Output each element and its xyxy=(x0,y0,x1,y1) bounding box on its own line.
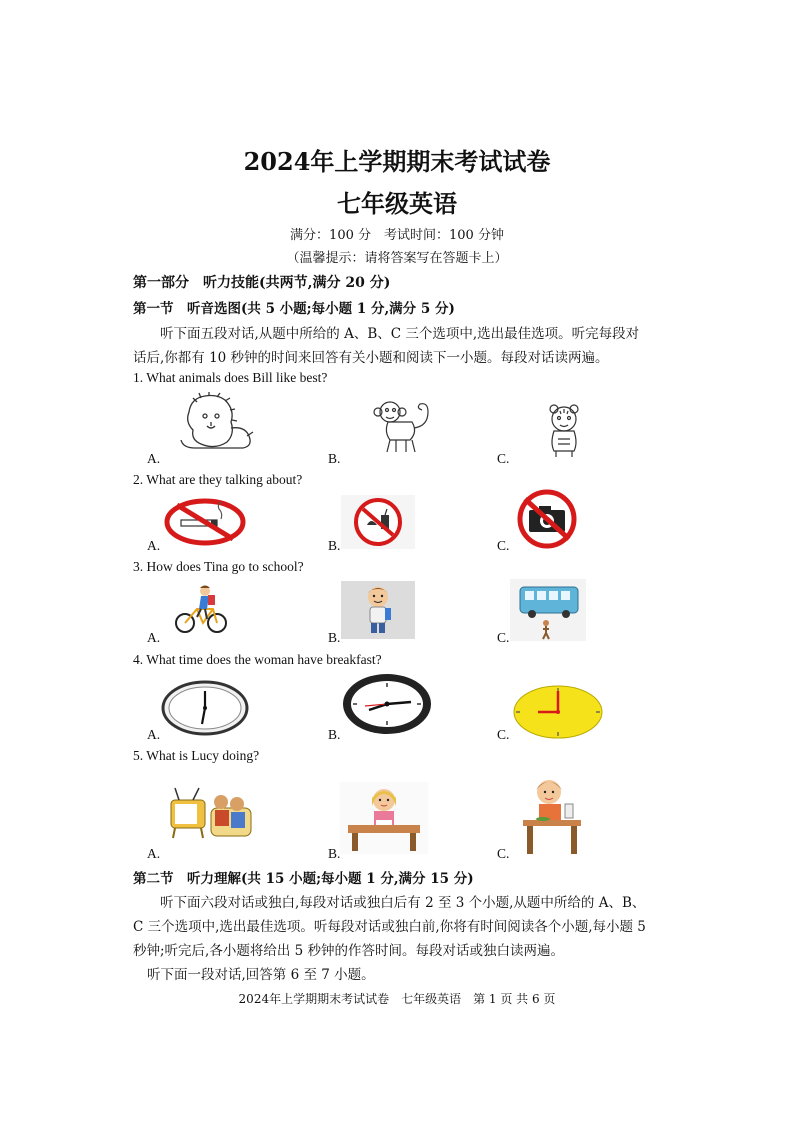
q5-option-b: B. xyxy=(328,846,341,861)
monkey-icon xyxy=(370,398,436,456)
section1-instruction-line1: 听下面五段对话,从题中所给的 A、B、C 三个选项中,选出最佳选项。听完每段对 xyxy=(160,326,640,342)
q3-option-c: C. xyxy=(497,630,510,645)
section2-instruction-line2: C 三个选项中,选出最佳选项。听每段对话或独白前,你将有时间阅读各个小题,每小题 5 xyxy=(133,919,646,935)
question-2: 2. What are they talking about? xyxy=(133,472,303,487)
q2-option-a: A. xyxy=(147,538,161,553)
page-footer: 2024年上学期期末考试试卷 七年级英语 第 1 页 共 6 页 xyxy=(238,992,556,1006)
q2-option-b: B. xyxy=(328,538,341,553)
q1-option-c: C. xyxy=(497,451,510,466)
no-food-icon xyxy=(341,495,415,549)
exam-title: 2024年上学期期末考试试卷 xyxy=(243,147,551,176)
q3-option-a: A. xyxy=(147,630,161,645)
reading-girl-icon xyxy=(340,782,428,854)
section1-instruction-line2: 话后,你都有 10 秒钟的时间来回答有关小题和阅读下一小题。每段对话读两遍。 xyxy=(133,350,609,366)
watching-tv-icon xyxy=(165,782,257,844)
section2-next-dialogue: 听下面一段对话,回答第 6 至 7 小题。 xyxy=(147,967,375,983)
eating-girl-icon xyxy=(519,774,585,856)
q5-option-c: C. xyxy=(497,846,510,861)
q5-option-a: A. xyxy=(147,846,161,861)
walking-boy-icon xyxy=(341,581,415,639)
question-4: 4. What time does the woman have breakfast? xyxy=(133,652,382,667)
clock-six-thirty-icon xyxy=(160,679,250,737)
no-camera-icon xyxy=(509,489,585,549)
bus-icon xyxy=(510,579,586,641)
q1-option-b: B. xyxy=(328,451,341,466)
exam-tip: （温馨提示：请将答案写在答题卡上） xyxy=(286,251,508,266)
part1-heading: 第一部分 听力技能(共两节,满分 20 分) xyxy=(133,275,391,291)
score-info: 满分：100 分 考试时间：100 分钟 xyxy=(290,228,504,243)
q2-option-c: C. xyxy=(497,538,510,553)
q3-option-b: B. xyxy=(328,630,341,645)
section1-heading: 第一节 听音选图(共 5 小题;每小题 1 分,满分 5 分) xyxy=(133,301,455,317)
q1-option-a: A. xyxy=(147,451,161,466)
lion-icon xyxy=(175,392,255,454)
question-5: 5. What is Lucy doing? xyxy=(133,748,260,763)
section2-instruction-line1: 听下面六段对话或独白,每段对话或独白后有 2 至 3 个小题,从题中所给的 A、B、 xyxy=(160,895,646,911)
clock-nine-icon xyxy=(512,684,604,742)
question-3: 3. How does Tina go to school? xyxy=(133,559,304,574)
q4-option-b: B. xyxy=(328,727,341,742)
exam-subject: 七年级英语 xyxy=(337,189,457,218)
no-smoking-icon xyxy=(163,497,247,547)
section2-heading: 第二节 听力理解(共 15 小题;每小题 1 分,满分 15 分) xyxy=(133,871,474,887)
tiger-icon xyxy=(540,403,588,459)
q4-option-a: A. xyxy=(147,727,161,742)
question-1: 1. What animals does Bill like best? xyxy=(133,370,328,385)
q4-option-c: C. xyxy=(497,727,510,742)
bike-icon xyxy=(173,583,229,635)
section2-instruction-line3: 秒钟;听完后,各小题将给出 5 秒钟的作答时间。每段对话或独白读两遍。 xyxy=(133,943,565,959)
clock-seven-forty-icon xyxy=(341,672,433,736)
